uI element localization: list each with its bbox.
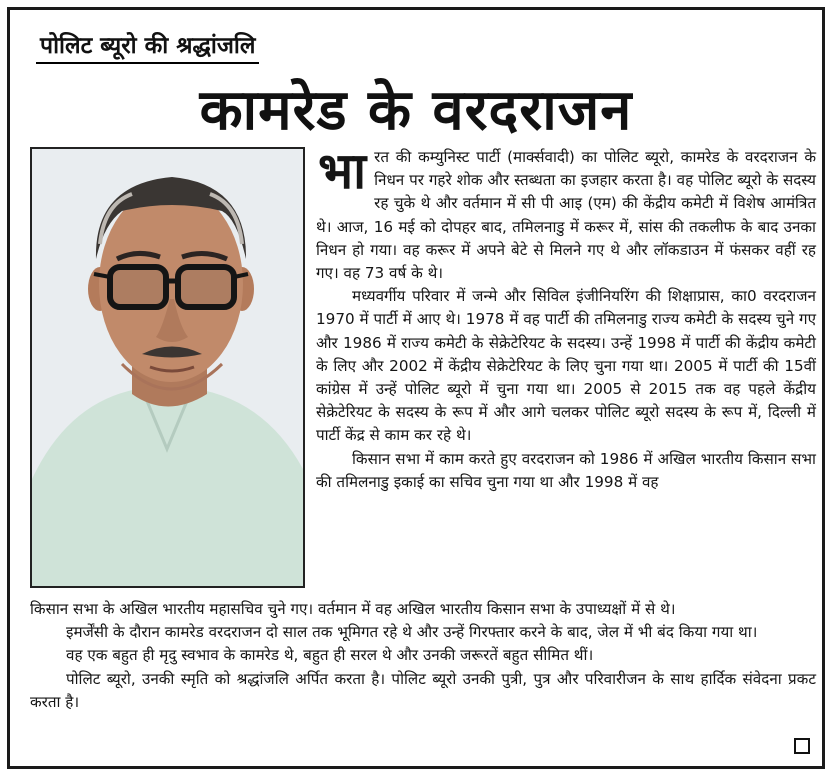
paragraph-1	[316, 142, 816, 285]
square-end-mark-icon	[794, 738, 810, 754]
paragraph-4: इमर्जेंसी के दौरान कामरेड वरदराजन दो साल तक भूमिगत रहे थे और उन्हें गिरफ्तार करने के बाद, जेल में भी बंद किया गया था।	[66, 623, 758, 642]
article-headline: कामरेड के वरदराजन	[199, 78, 633, 143]
article-kicker: पोलिट ब्यूरो की श्रद्धांजलि	[36, 30, 259, 64]
paragraph-3-start: किसान सभा में काम करते हुए वरदराजन को 1986 में अखिल भारतीय किसान सभा की तमिलनाडु इकाई का सचिव चुना गया था और 1998 में वह	[316, 449, 816, 491]
paragraph-1-text: रत की कम्युनिस्ट पार्टी (मार्क्सवादी) का पोलिट ब्यूरो, कामरेड के वरदराजन के निधन पर गहरे शोक और स्तब्धता का इजहार करता है। वह पोलिट ब्यूरो के सदस्य रह चुके थे और वर्तमान में सी पी आइ (एम) की केंद्रीय कमेटी में विशेष आमंत्रित थे। आज, 16 मई को दोपहर बाद, तमिलनाडु में करूर में, सांस की तकलीफ के बाद उनका निधन हो गया। वह करूर में अपने बेटे से मिलने गए थे और लॉकडाउन में फंसकर वहीं रह गए। वह 73 वर्ष के थे।	[316, 148, 816, 283]
article-frame	[7, 7, 825, 769]
paragraph-6: पोलिट ब्यूरो, उनकी स्मृति को श्रद्धांजलि अर्पित करता है। पोलिट ब्यूरो उनकी पुत्री, पुत्र और परिवारीजन के साथ हार्दिक संवेदना प्रकट करता है।	[30, 669, 816, 711]
portrait-photo	[30, 147, 305, 588]
paragraph-5: वह एक बहुत ही मृदु स्वभाव के कामरेड थे, बहुत ही सरल थे और उनकी जरूरतें बहुत सीमित थीं।	[66, 646, 594, 665]
drop-cap: भा	[318, 142, 367, 200]
paragraph-2: मध्यवर्गीय परिवार में जन्मे और सिविल इंजीनियरिंग की शिक्षाप्रास, का0 वरदराजन 1970 में पार्टी में आए थे। 1978 में वह पार्टी की तमिलनाडु राज्य कमेटी के सदस्य चुने गए और 1986 में राज्य कमेटी के सेक्रेटेरियट के सदस्य। उन्हें 1998 में पार्टी की केंद्रीय कमेटी के लिए और 2002 में केंद्रीय सेक्रेटेरियट के लिए चुना गया था। 2005 में पार्टी की 15वीं कांग्रेस में उन्हें पोलिट ब्यूरो में चुना गया था। 2005 से 2015 तक वह पहले केंद्रीय सेक्रेटेरियट के सदस्य के रूप में और आगे चलकर पोलिट ब्यूरो सदस्य के रूप में, दिल्ली में पार्टी केंद्र से काम कर रहे थे।	[316, 287, 816, 445]
article-column-full	[30, 598, 816, 714]
article-column-right	[316, 142, 816, 494]
paragraph-3-end: किसान सभा के अखिल भारतीय महासचिव चुने गए। वर्तमान में वह अखिल भारतीय किसान सभा के उपाध्यक्षों में से थे।	[30, 600, 676, 618]
